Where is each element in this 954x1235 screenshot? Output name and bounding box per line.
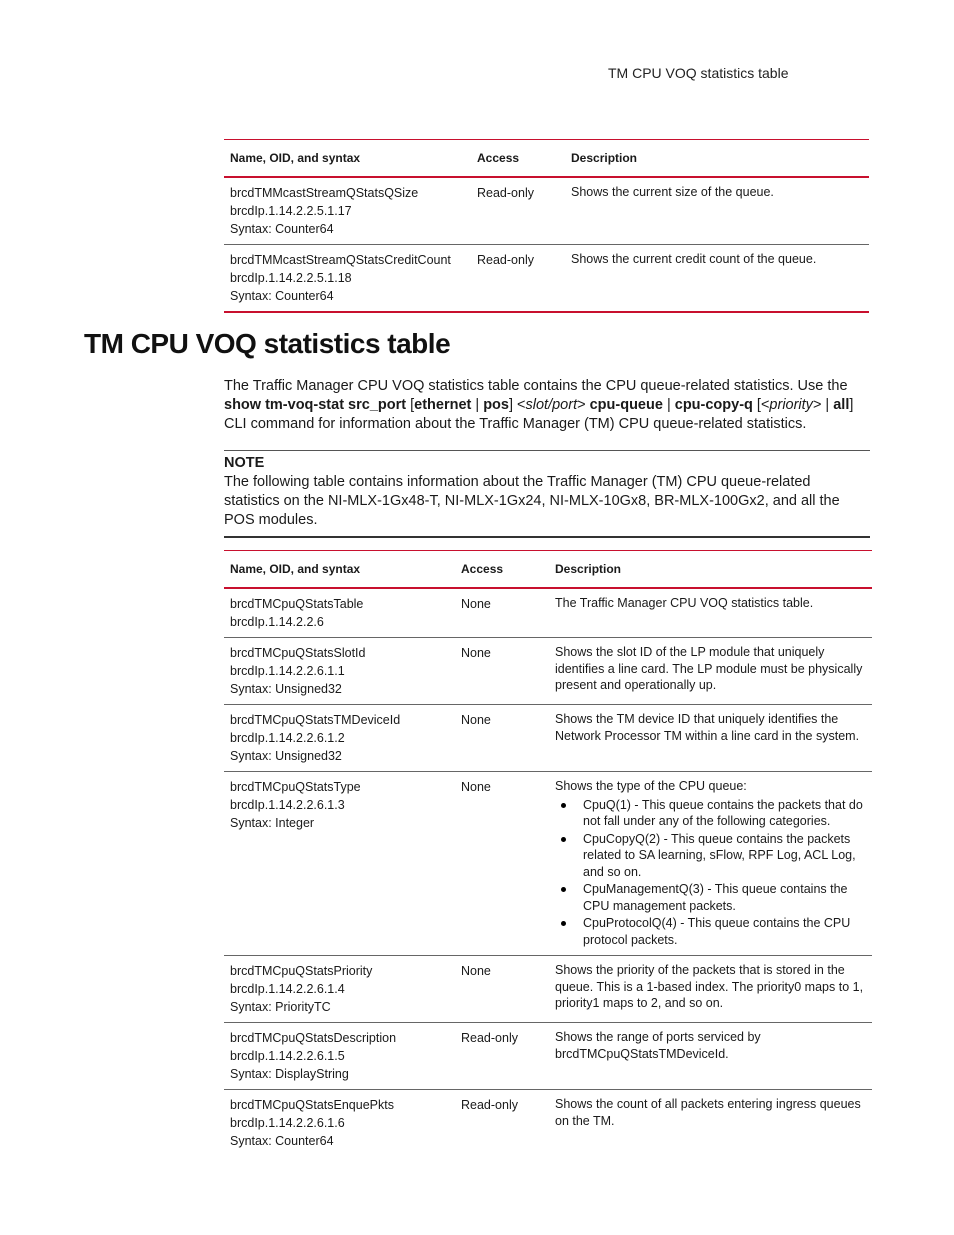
description-cell: Shows the slot ID of the LP module that uniquely identifies a line card. The LP module must be physically present and operationally up. xyxy=(549,638,872,705)
running-header: TM CPU VOQ statistics table xyxy=(608,65,789,81)
note-box xyxy=(224,450,870,538)
queue-type-list xyxy=(555,797,866,949)
description-cell: Shows the current size of the queue. xyxy=(565,177,869,245)
name-cell xyxy=(224,245,471,313)
table-row xyxy=(224,638,872,705)
note-label: NOTE xyxy=(224,455,265,471)
access-cell: None xyxy=(455,638,549,705)
list-item: CpuProtocolQ(4) - This queue contains the CPU protocol packets. xyxy=(583,915,866,948)
name-cell xyxy=(224,1090,455,1157)
command-keyword: cpu-copy-q xyxy=(674,397,753,413)
object-syntax: Syntax: Counter64 xyxy=(230,289,334,303)
object-syntax: Syntax: DisplayString xyxy=(230,1067,349,1081)
access-cell: Read-only xyxy=(471,177,565,245)
object-syntax: Syntax: Counter64 xyxy=(230,1134,334,1148)
object-oid: brcdIp.1.14.2.2.5.1.17 xyxy=(230,204,352,218)
column-header-access: Access xyxy=(455,551,549,589)
object-oid: brcdIp.1.14.2.2.6.1.6 xyxy=(230,1116,345,1130)
command-keyword: ethernet xyxy=(414,397,472,413)
command-keyword: all xyxy=(833,397,850,413)
access-cell: None xyxy=(455,956,549,1023)
name-cell xyxy=(224,1023,455,1090)
object-name: brcdTMCpuQStatsEnquePkts xyxy=(230,1098,394,1112)
object-syntax: Syntax: PriorityTC xyxy=(230,1000,331,1014)
object-oid: brcdIp.1.14.2.2.6.1.5 xyxy=(230,1049,345,1063)
command-keyword: show tm-voq-stat src_port xyxy=(224,397,407,413)
name-cell xyxy=(224,177,471,245)
table-row xyxy=(224,245,869,313)
table-row xyxy=(224,588,872,638)
description-cell: Shows the priority of the packets that is stored in the queue. This is a 1-based index. The priority0 maps to 1, priority1 maps to 2, and so on. xyxy=(549,956,872,1023)
access-cell: Read-only xyxy=(461,1098,518,1112)
name-cell xyxy=(224,772,455,956)
command-keyword: pos xyxy=(483,397,509,413)
object-name: brcdTMCpuQStatsTable xyxy=(230,597,364,611)
access-cell: Read-only xyxy=(455,1023,549,1090)
name-cell xyxy=(224,588,455,638)
command-variable: slot/port xyxy=(525,397,578,413)
object-name: brcdTMCpuQStatsDescription xyxy=(230,1031,397,1045)
object-name: brcdTMMcastStreamQStatsCreditCount xyxy=(230,253,451,267)
table-header-row xyxy=(224,551,872,589)
table-row xyxy=(224,705,872,772)
intro-paragraph: The Traffic Manager CPU VOQ statistics table contains the CPU queue-related statistics. Use the show tm-voq-stat src_port [ethernet | pos] <slot/port> cpu-queue | cpu-copy-q [<priority> | all] CLI command for information about the Traffic Manager (TM) CPU queue-related statistics. xyxy=(224,378,854,432)
description-text: Shows the type of the CPU queue: xyxy=(555,779,747,793)
list-item: CpuManagementQ(3) - This queue contains the CPU management packets. xyxy=(583,881,866,914)
description-cell: Shows the current credit count of the queue. xyxy=(565,245,869,313)
name-cell xyxy=(224,956,455,1023)
object-name: brcdTMCpuQStatsType xyxy=(230,780,361,794)
column-header-name: Name, OID, and syntax xyxy=(224,551,455,589)
description-cell xyxy=(549,772,872,956)
column-header-description: Description xyxy=(549,551,872,589)
list-item: CpuCopyQ(2) - This queue contains the packets related to SA learning, sFlow, RPF Log, ACL Log, and so on. xyxy=(583,831,866,881)
table-row xyxy=(224,772,872,956)
access-cell: None xyxy=(455,705,549,772)
object-name: brcdTMCpuQStatsSlotId xyxy=(230,646,366,660)
object-syntax: Syntax: Unsigned32 xyxy=(230,749,342,763)
access-cell: Read-only xyxy=(471,245,565,313)
command-variable: priority xyxy=(769,397,813,413)
column-header-description: Description xyxy=(565,140,869,178)
object-name: brcdTMCpuQStatsPriority xyxy=(230,964,373,978)
object-syntax: Syntax: Counter64 xyxy=(230,222,334,236)
description-cell: Shows the count of all packets entering ingress queues on the TM. xyxy=(555,1097,861,1128)
note-text: The following table contains information about the Traffic Manager (TM) CPU queue-related statistics on the NI-MLX-1Gx48-T, NI-MLX-1Gx24, NI-MLX-10Gx8, BR-MLX-100Gx2, and all the POS modules. xyxy=(224,474,840,528)
object-syntax: Syntax: Unsigned32 xyxy=(230,682,342,696)
object-syntax: Syntax: Integer xyxy=(230,816,315,830)
section-title: TM CPU VOQ statistics table xyxy=(84,328,451,359)
table-row xyxy=(224,1023,872,1090)
mib-table-mcast xyxy=(224,139,869,313)
access-cell: None xyxy=(455,772,549,956)
object-oid: brcdIp.1.14.2.2.6 xyxy=(230,615,324,629)
description-cell: Shows the range of ports serviced by brcdTMCpuQStatsTMDeviceId. xyxy=(549,1023,872,1090)
command-keyword: cpu-queue xyxy=(589,397,663,413)
table-row xyxy=(224,956,872,1023)
column-header-name: Name, OID, and syntax xyxy=(224,140,471,178)
object-oid: brcdIp.1.14.2.2.6.1.1 xyxy=(230,664,345,678)
mib-table-cpu-voq xyxy=(224,550,872,1156)
name-cell xyxy=(224,638,455,705)
access-cell: None xyxy=(455,588,549,638)
object-name: brcdTMCpuQStatsTMDeviceId xyxy=(230,713,401,727)
object-oid: brcdIp.1.14.2.2.5.1.18 xyxy=(230,271,352,285)
object-name: brcdTMMcastStreamQStatsQSize xyxy=(230,186,419,200)
object-oid: brcdIp.1.14.2.2.6.1.2 xyxy=(230,731,345,745)
description-cell: The Traffic Manager CPU VOQ statistics table. xyxy=(549,588,872,638)
list-item: CpuQ(1) - This queue contains the packets that do not fall under any of the following categories. xyxy=(583,797,866,830)
object-oid: brcdIp.1.14.2.2.6.1.4 xyxy=(230,982,345,996)
name-cell xyxy=(224,705,455,772)
table-header-row xyxy=(224,140,869,178)
table-row xyxy=(224,1090,872,1157)
column-header-access: Access xyxy=(471,140,565,178)
object-oid: brcdIp.1.14.2.2.6.1.3 xyxy=(230,798,345,812)
description-cell: Shows the TM device ID that uniquely identifies the Network Processor TM within a line card in the system. xyxy=(549,705,872,772)
table-row xyxy=(224,177,869,245)
